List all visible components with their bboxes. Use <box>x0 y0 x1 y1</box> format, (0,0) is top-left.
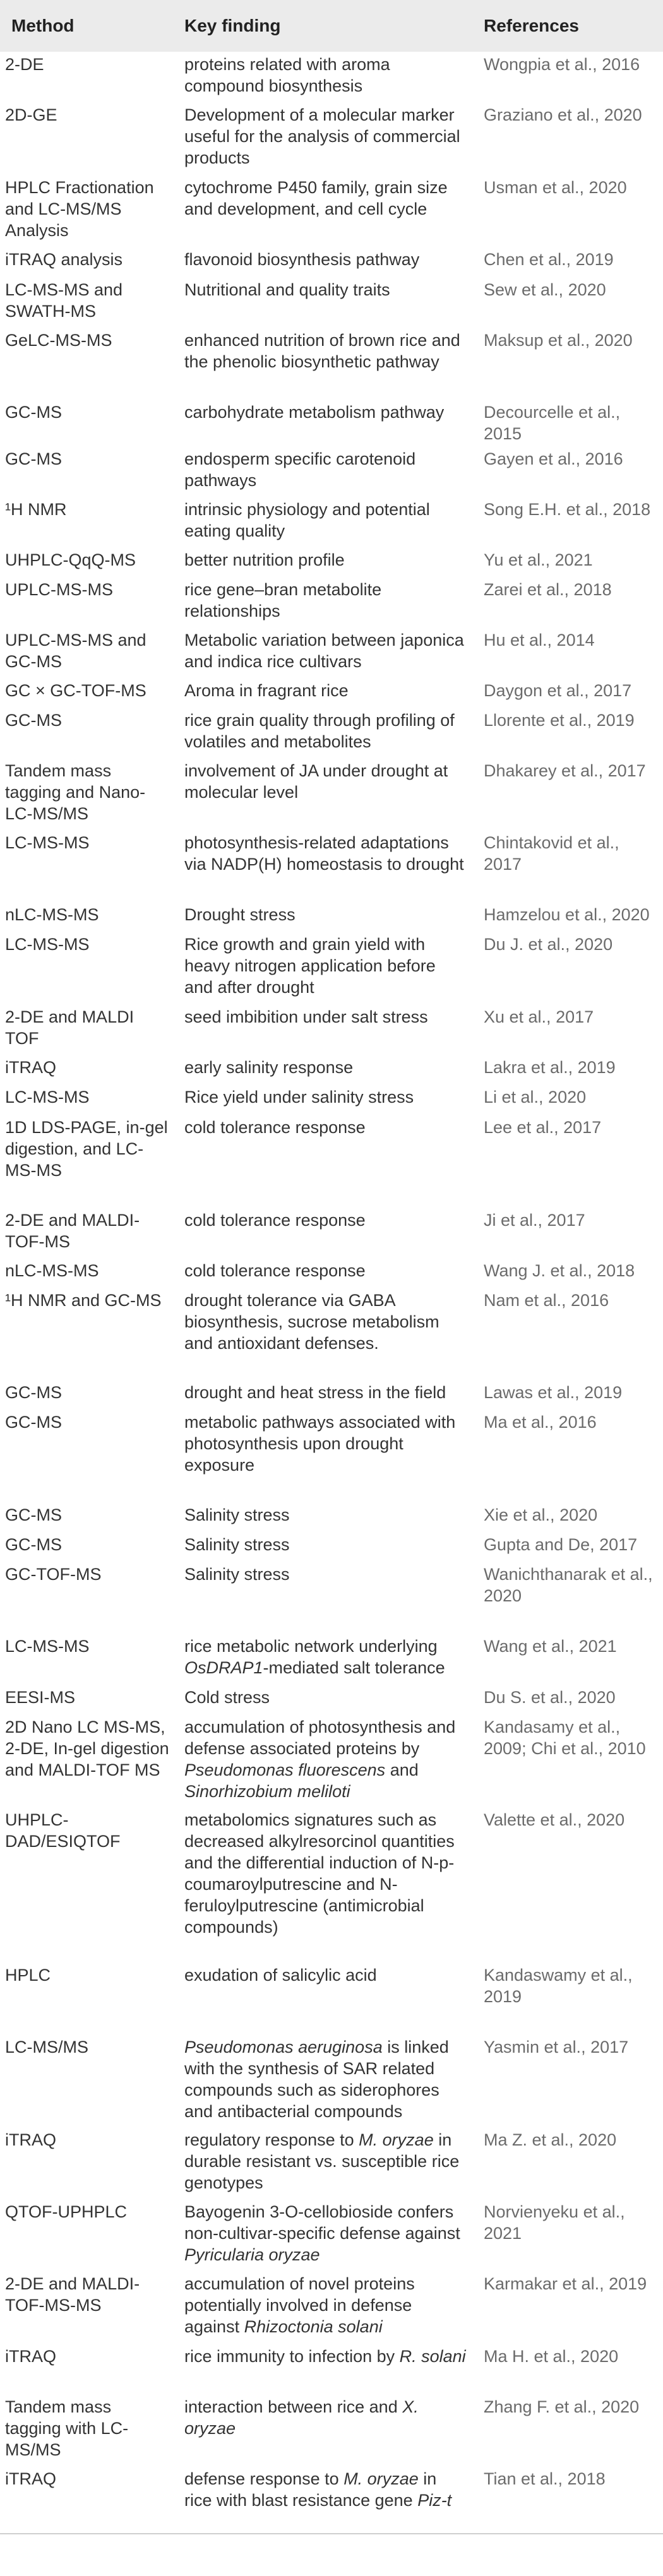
key-finding-cell: rice gene–bran metabolite relationships <box>184 580 382 620</box>
reference-cell: Dhakarey et al., 2017 <box>484 761 646 780</box>
table-row <box>0 627 663 678</box>
table-row <box>0 52 663 102</box>
table-row <box>0 446 663 497</box>
reference-cell: Zarei et al., 2018 <box>484 580 612 599</box>
header-method: Method <box>11 16 75 35</box>
method-cell: 1D LDS-PAGE, in-gel digestion, and LC-MS-MS <box>5 1118 168 1180</box>
reference-cell: Ma et al., 2016 <box>484 1413 597 1432</box>
reference-cell: Wanichthanarak et al., 2020 <box>484 1565 653 1605</box>
key-finding-cell: Aroma in fragrant rice <box>184 681 349 700</box>
method-cell: GC-MS <box>5 403 62 422</box>
key-finding-cell: Rice yield under salinity stress <box>184 1088 414 1107</box>
header-key-finding: Key finding <box>184 16 281 35</box>
reference-cell: Du S. et al., 2020 <box>484 1688 616 1707</box>
method-cell: UHPLC-DAD/ESIQTOF <box>5 1810 121 1851</box>
method-cell: GC-MS <box>5 711 62 730</box>
reference-cell: Chintakovid et al., 2017 <box>484 833 619 874</box>
method-cell: iTRAQ <box>5 2347 56 2366</box>
method-cell: UHPLC-QqQ-MS <box>5 550 136 569</box>
table-row <box>0 678 663 708</box>
key-finding-cell: Nutritional and quality traits <box>184 280 390 299</box>
key-finding-cell: rice metabolic network underlying OsDRAP1-mediated salt tolerance <box>184 1637 445 1677</box>
reference-cell: Decourcelle et al., 2015 <box>484 403 621 443</box>
key-finding-cell: Cold stress <box>184 1688 270 1707</box>
method-cell: 2D-GE <box>5 105 57 124</box>
table-row <box>0 902 663 932</box>
table-bottom-border <box>0 2533 663 2534</box>
method-cell: LC-MS-MS <box>5 833 90 852</box>
key-finding-cell: Salinity stress <box>184 1535 290 1554</box>
key-finding-cell: Bayogenin 3-O-cellobioside confers non-cultivar-specific defense against Pyricularia oryzae <box>184 2202 460 2264</box>
table-row <box>0 1562 663 1634</box>
key-finding-cell: Rice growth and grain yield with heavy nitrogen application before and after drought <box>184 935 436 997</box>
reference-cell: Gayen et al., 2016 <box>484 449 623 468</box>
key-finding-cell: accumulation of photosynthesis and defense associated proteins by Pseudomonas fluorescens and Sinorhizobium meliloti <box>184 1718 456 1801</box>
table-row <box>0 758 663 830</box>
reference-cell: Zhang F. et al., 2020 <box>484 2397 640 2416</box>
reference-cell: Yasmin et al., 2017 <box>484 2038 629 2057</box>
method-cell: 2D Nano LC MS-MS, 2-DE, In-gel digestion and MALDI-TOF MS <box>5 1718 169 1779</box>
key-finding-cell: proteins related with aroma compound biosynthesis <box>184 55 390 95</box>
method-cell: ¹H NMR <box>5 500 67 519</box>
method-cell: LC-MS-MS <box>5 1088 90 1107</box>
method-cell: UPLC-MS-MS <box>5 580 114 599</box>
key-finding-cell: Pseudomonas aeruginosa is linked with the synthesis of SAR related compounds such as siderophores and antibacterial compounds <box>184 2038 449 2121</box>
reference-cell: Llorente et al., 2019 <box>484 711 635 730</box>
key-finding-cell: endosperm specific carotenoid pathways <box>184 449 416 490</box>
table-row <box>0 1208 663 1258</box>
table-row <box>0 277 663 328</box>
method-cell: LC-MS-MS and SWATH-MS <box>5 280 123 321</box>
table-header <box>0 0 663 52</box>
table-row <box>0 1807 663 1962</box>
reference-cell: Kandasamy et al., 2009; Chi et al., 2010 <box>484 1718 646 1758</box>
table-row <box>0 1634 663 1685</box>
table-row <box>0 547 663 577</box>
table-row <box>0 932 663 1004</box>
reference-cell: Usman et al., 2020 <box>484 178 627 197</box>
key-finding-cell: metabolic pathways associated with photosynthesis upon drought exposure <box>184 1413 456 1475</box>
key-finding-cell: interaction between rice and X. oryzae <box>184 2397 419 2438</box>
method-cell: iTRAQ <box>5 1058 56 1077</box>
key-finding-cell: drought and heat stress in the field <box>184 1383 446 1402</box>
key-finding-cell: regulatory response to M. oryzae in durable resistant vs. susceptible rice genotypes <box>184 2130 460 2192</box>
method-cell: Tandem mass tagging and Nano-LC-MS/MS <box>5 761 146 823</box>
key-finding-cell: defense response to M. oryzae in rice with blast resistance gene Piz-t <box>184 2469 452 2510</box>
reference-cell: Hamzelou et al., 2020 <box>484 905 650 924</box>
reference-cell: Wongpia et al., 2016 <box>484 55 640 74</box>
method-cell: 2-DE <box>5 55 44 74</box>
method-cell: HPLC Fractionation and LC-MS/MS Analysis <box>5 178 154 240</box>
method-cell: UPLC-MS-MS and GC-MS <box>5 631 146 671</box>
key-finding-cell: accumulation of novel proteins potentially involved in defense against Rhizoctonia solani <box>184 2274 415 2336</box>
table-row <box>0 497 663 547</box>
table-row <box>0 247 663 277</box>
reference-cell: Ma Z. et al., 2020 <box>484 2130 617 2149</box>
reference-cell: Nam et al., 2016 <box>484 1291 609 1310</box>
table-row <box>0 2034 663 2127</box>
method-cell: iTRAQ analysis <box>5 250 123 269</box>
reference-cell: Wang J. et al., 2018 <box>484 1261 635 1280</box>
table-row <box>0 2466 663 2529</box>
table-row <box>0 830 663 902</box>
key-finding-cell: Salinity stress <box>184 1505 290 1524</box>
method-cell: GC-MS <box>5 1535 62 1554</box>
method-cell: nLC-MS-MS <box>5 1261 99 1280</box>
method-cell: EESI-MS <box>5 1688 76 1707</box>
reference-cell: Maksup et al., 2020 <box>484 331 633 350</box>
key-finding-cell: early salinity response <box>184 1058 354 1077</box>
table-row <box>0 1115 663 1208</box>
reference-cell: Valette et al., 2020 <box>484 1810 625 1829</box>
key-finding-cell: cold tolerance response <box>184 1211 366 1230</box>
table-row <box>0 2394 663 2466</box>
reference-cell: Norvienyeku et al., 2021 <box>484 2202 625 2243</box>
method-cell: GC-MS <box>5 449 62 468</box>
table-row <box>0 577 663 627</box>
method-cell: GC-MS <box>5 1505 62 1524</box>
method-cell: 2-DE and MALDI-TOF-MS-MS <box>5 2274 140 2315</box>
table-row <box>0 2344 663 2394</box>
reference-cell: Ma H. et al., 2020 <box>484 2347 619 2366</box>
key-finding-cell: Metabolic variation between japonica and indica rice cultivars <box>184 631 464 671</box>
reference-cell: Chen et al., 2019 <box>484 250 614 269</box>
table-row <box>0 1685 663 1714</box>
table-row <box>0 1962 663 2034</box>
table-row <box>0 1532 663 1562</box>
key-finding-cell: Salinity stress <box>184 1565 290 1584</box>
table-row <box>0 1055 663 1084</box>
table-row <box>0 400 663 446</box>
key-finding-cell: enhanced nutrition of brown rice and the phenolic biosynthetic pathway <box>184 331 460 371</box>
reference-cell: Li et al., 2020 <box>484 1088 587 1107</box>
table-row <box>0 1288 663 1380</box>
method-cell: ¹H NMR and GC-MS <box>5 1291 162 1310</box>
table-row <box>0 1502 663 1532</box>
table-row <box>0 1004 663 1055</box>
reference-cell: Lakra et al., 2019 <box>484 1058 616 1077</box>
reference-cell: Tian et al., 2018 <box>484 2469 606 2488</box>
method-cell: GC × GC-TOF-MS <box>5 681 146 700</box>
key-finding-cell: flavonoid biosynthesis pathway <box>184 250 420 269</box>
table-row <box>0 328 663 400</box>
table-row <box>0 2199 663 2271</box>
method-cell: GC-TOF-MS <box>5 1565 102 1584</box>
key-finding-cell: rice immunity to infection by R. solani <box>184 2347 466 2366</box>
header-references: References <box>484 16 579 35</box>
key-finding-cell: Drought stress <box>184 905 296 924</box>
key-finding-cell: carbohydrate metabolism pathway <box>184 403 445 422</box>
table-row <box>0 2127 663 2199</box>
method-cell: GC-MS <box>5 1413 62 1432</box>
reference-cell: Karmakar et al., 2019 <box>484 2274 647 2293</box>
reference-cell: Sew et al., 2020 <box>484 280 606 299</box>
table-row <box>0 102 663 175</box>
table-body <box>0 52 663 2529</box>
header-row <box>0 0 663 52</box>
reference-cell: Daygon et al., 2017 <box>484 681 632 700</box>
method-cell: LC-MS-MS <box>5 935 90 954</box>
key-finding-cell: involvement of JA under drought at molecular level <box>184 761 448 802</box>
reference-cell: Kandaswamy et al., 2019 <box>484 1966 633 2006</box>
method-cell: 2-DE and MALDI TOF <box>5 1007 134 1048</box>
reference-cell: Gupta and De, 2017 <box>484 1535 638 1554</box>
reference-cell: Hu et al., 2014 <box>484 631 595 650</box>
method-cell: iTRAQ <box>5 2469 56 2488</box>
key-finding-cell: metabolomics signatures such as decreased alkylresorcinol quantities and the differential induction of N-p-coumaroylputrescine and N-feruloylputrescine (antimicrobial compounds) <box>184 1810 455 1937</box>
key-finding-cell: exudation of salicylic acid <box>184 1966 377 1985</box>
reference-cell: Xie et al., 2020 <box>484 1505 598 1524</box>
key-finding-cell: seed imbibition under salt stress <box>184 1007 428 1026</box>
method-cell: QTOF-UPHPLC <box>5 2202 128 2221</box>
key-finding-cell: intrinsic physiology and potential eating quality <box>184 500 430 540</box>
method-cell: Tandem mass tagging with LC-MS/MS <box>5 2397 129 2459</box>
reference-cell: Xu et al., 2017 <box>484 1007 594 1026</box>
key-finding-cell: drought tolerance via GABA biosynthesis, sucrose metabolism and antioxidant defenses. <box>184 1291 439 1353</box>
method-cell: HPLC <box>5 1966 51 1985</box>
reference-cell: Wang et al., 2021 <box>484 1637 617 1656</box>
table-row <box>0 1084 663 1115</box>
method-cell: GC-MS <box>5 1383 62 1402</box>
table-row <box>0 175 663 247</box>
method-cell: GeLC-MS-MS <box>5 331 112 350</box>
key-finding-cell: rice grain quality through profiling of volatiles and metabolites <box>184 711 455 751</box>
key-finding-cell: photosynthesis-related adaptations via NADP(H) homeostasis to drought <box>184 833 464 874</box>
table-row <box>0 2271 663 2344</box>
table-row <box>0 1410 663 1502</box>
key-finding-cell: cold tolerance response <box>184 1118 366 1137</box>
key-finding-cell: cold tolerance response <box>184 1261 366 1280</box>
table-row <box>0 1714 663 1807</box>
method-cell: 2-DE and MALDI-TOF-MS <box>5 1211 140 1251</box>
method-cell: LC-MS/MS <box>5 2038 89 2057</box>
reference-cell: Du J. et al., 2020 <box>484 935 613 954</box>
table-row <box>0 1380 663 1410</box>
method-cell: nLC-MS-MS <box>5 905 99 924</box>
reference-cell: Ji et al., 2017 <box>484 1211 585 1230</box>
key-finding-cell: cytochrome P450 family, grain size and development, and cell cycle <box>184 178 448 218</box>
reference-cell: Graziano et al., 2020 <box>484 105 642 124</box>
table-row <box>0 1258 663 1288</box>
key-finding-cell: better nutrition profile <box>184 550 345 569</box>
method-cell: iTRAQ <box>5 2130 56 2149</box>
reference-cell: Yu et al., 2021 <box>484 550 593 569</box>
key-finding-cell: Development of a molecular marker useful for the analysis of commercial products <box>184 105 460 167</box>
reference-cell: Lee et al., 2017 <box>484 1118 602 1137</box>
reference-cell: Song E.H. et al., 2018 <box>484 500 651 519</box>
reference-cell: Lawas et al., 2019 <box>484 1383 623 1402</box>
method-cell: LC-MS-MS <box>5 1637 90 1656</box>
table-row <box>0 708 663 758</box>
